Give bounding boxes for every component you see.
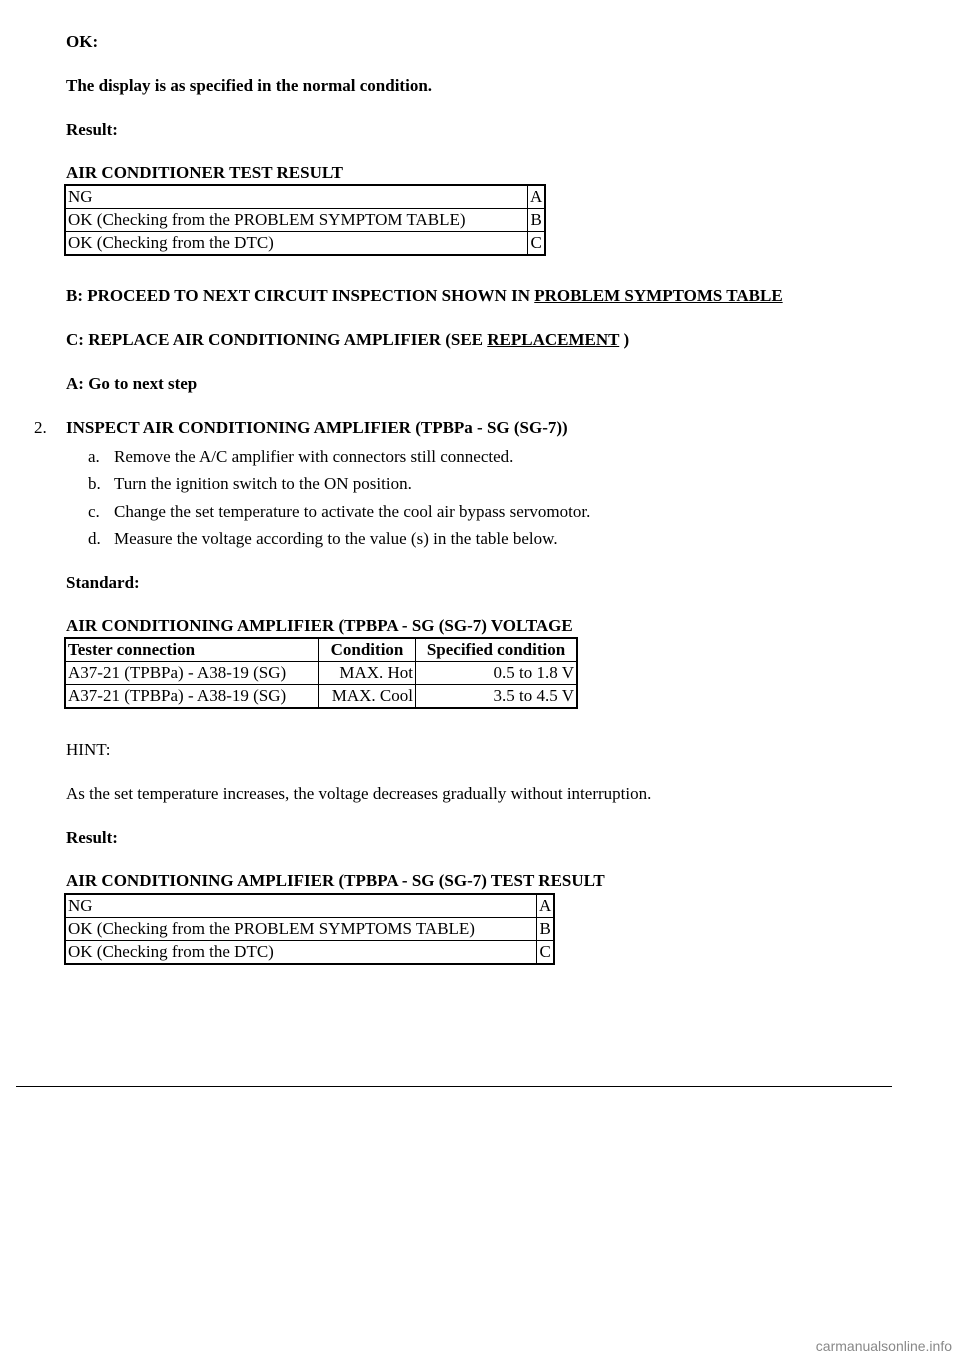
table2-title: AIR CONDITIONING AMPLIFIER (TPBPA - SG (SG-7) VOLTAGE — [66, 616, 573, 635]
standard-label: Standard: — [66, 573, 140, 592]
table-cell: B — [528, 209, 546, 232]
substep-text: Turn the ignition switch to the ON position. — [114, 474, 412, 493]
substep-a — [88, 447, 513, 467]
voltage-spec-table — [64, 637, 578, 709]
table-cell: A37-21 (TPBPa) - A38-19 (SG) — [65, 685, 319, 709]
substep-b — [88, 474, 412, 494]
substep-text: Measure the voltage according to the value (s) in the table below. — [114, 529, 558, 548]
page-divider — [16, 1086, 892, 1087]
result-label-1: Result: — [66, 120, 118, 139]
table1-title: AIR CONDITIONER TEST RESULT — [66, 163, 343, 182]
hint-text: As the set temperature increases, the voltage decreases gradually without interruption. — [66, 784, 652, 803]
action-c-text: C: REPLACE AIR CONDITIONING AMPLIFIER (SEE — [66, 330, 488, 349]
table-cell: 0.5 to 1.8 V — [416, 662, 578, 685]
substep-text: Change the set temperature to activate the cool air bypass servomotor. — [114, 502, 591, 521]
substep-letter: d. — [88, 529, 101, 548]
table-cell: NG — [65, 185, 528, 209]
table-cell: OK (Checking from the DTC) — [65, 941, 537, 965]
table-header-row — [65, 638, 577, 662]
table-cell: NG — [65, 894, 537, 918]
substep-letter: c. — [88, 502, 100, 521]
table-cell: 3.5 to 4.5 V — [416, 685, 578, 709]
action-c-suffix: ) — [619, 330, 630, 349]
table-row — [65, 941, 554, 965]
action-c — [66, 330, 629, 350]
table-cell: MAX. Hot — [319, 662, 416, 685]
action-b-text: B: PROCEED TO NEXT CIRCUIT INSPECTION SHOWN IN — [66, 286, 535, 305]
table-cell: C — [528, 232, 546, 256]
table-cell: A37-21 (TPBPa) - A38-19 (SG) — [65, 662, 319, 685]
table-cell: C — [537, 941, 555, 965]
test-result-table-2 — [64, 893, 555, 965]
table-header-cell: Condition — [319, 638, 416, 662]
table-cell: MAX. Cool — [319, 685, 416, 709]
table-cell: OK (Checking from the DTC) — [65, 232, 528, 256]
table-row — [65, 209, 545, 232]
table-cell: OK (Checking from the PROBLEM SYMPTOMS TABLE) — [65, 918, 537, 941]
table-cell: B — [537, 918, 555, 941]
result-label-2: Result: — [66, 828, 118, 847]
hint-label: HINT: — [66, 740, 111, 759]
table-row — [65, 662, 577, 685]
action-b — [66, 286, 783, 306]
ok-heading: OK: — [66, 32, 99, 51]
table-cell: A — [537, 894, 555, 918]
substep-d — [88, 529, 558, 549]
table-row — [65, 185, 545, 209]
problem-symptoms-table-link[interactable]: PROBLEM SYMPTOMS TABLE — [534, 286, 783, 305]
table-row — [65, 232, 545, 256]
table-cell: A — [528, 185, 546, 209]
substep-letter: b. — [88, 474, 101, 493]
substep-c — [88, 502, 590, 522]
table-header-cell: Specified condition — [416, 638, 578, 662]
step-title: INSPECT AIR CONDITIONING AMPLIFIER (TPBPa - SG (SG-7)) — [66, 418, 568, 437]
table-row — [65, 894, 554, 918]
replacement-link[interactable]: REPLACEMENT — [487, 330, 620, 349]
action-a: A: Go to next step — [66, 374, 198, 393]
ok-text: The display is as specified in the normal condition. — [66, 76, 433, 95]
test-result-table-1 — [64, 184, 546, 256]
table-cell: OK (Checking from the PROBLEM SYMPTOM TABLE) — [65, 209, 528, 232]
watermark: carmanualsonline.info — [815, 1338, 952, 1354]
substep-letter: a. — [88, 447, 100, 466]
table3-title: AIR CONDITIONING AMPLIFIER (TPBPA - SG (SG-7) TEST RESULT — [66, 871, 605, 890]
table-header-cell: Tester connection — [65, 638, 319, 662]
table-row — [65, 918, 554, 941]
substep-text: Remove the A/C amplifier with connectors still connected. — [114, 447, 514, 466]
step-number: 2. — [34, 418, 47, 437]
table-row — [65, 685, 577, 709]
